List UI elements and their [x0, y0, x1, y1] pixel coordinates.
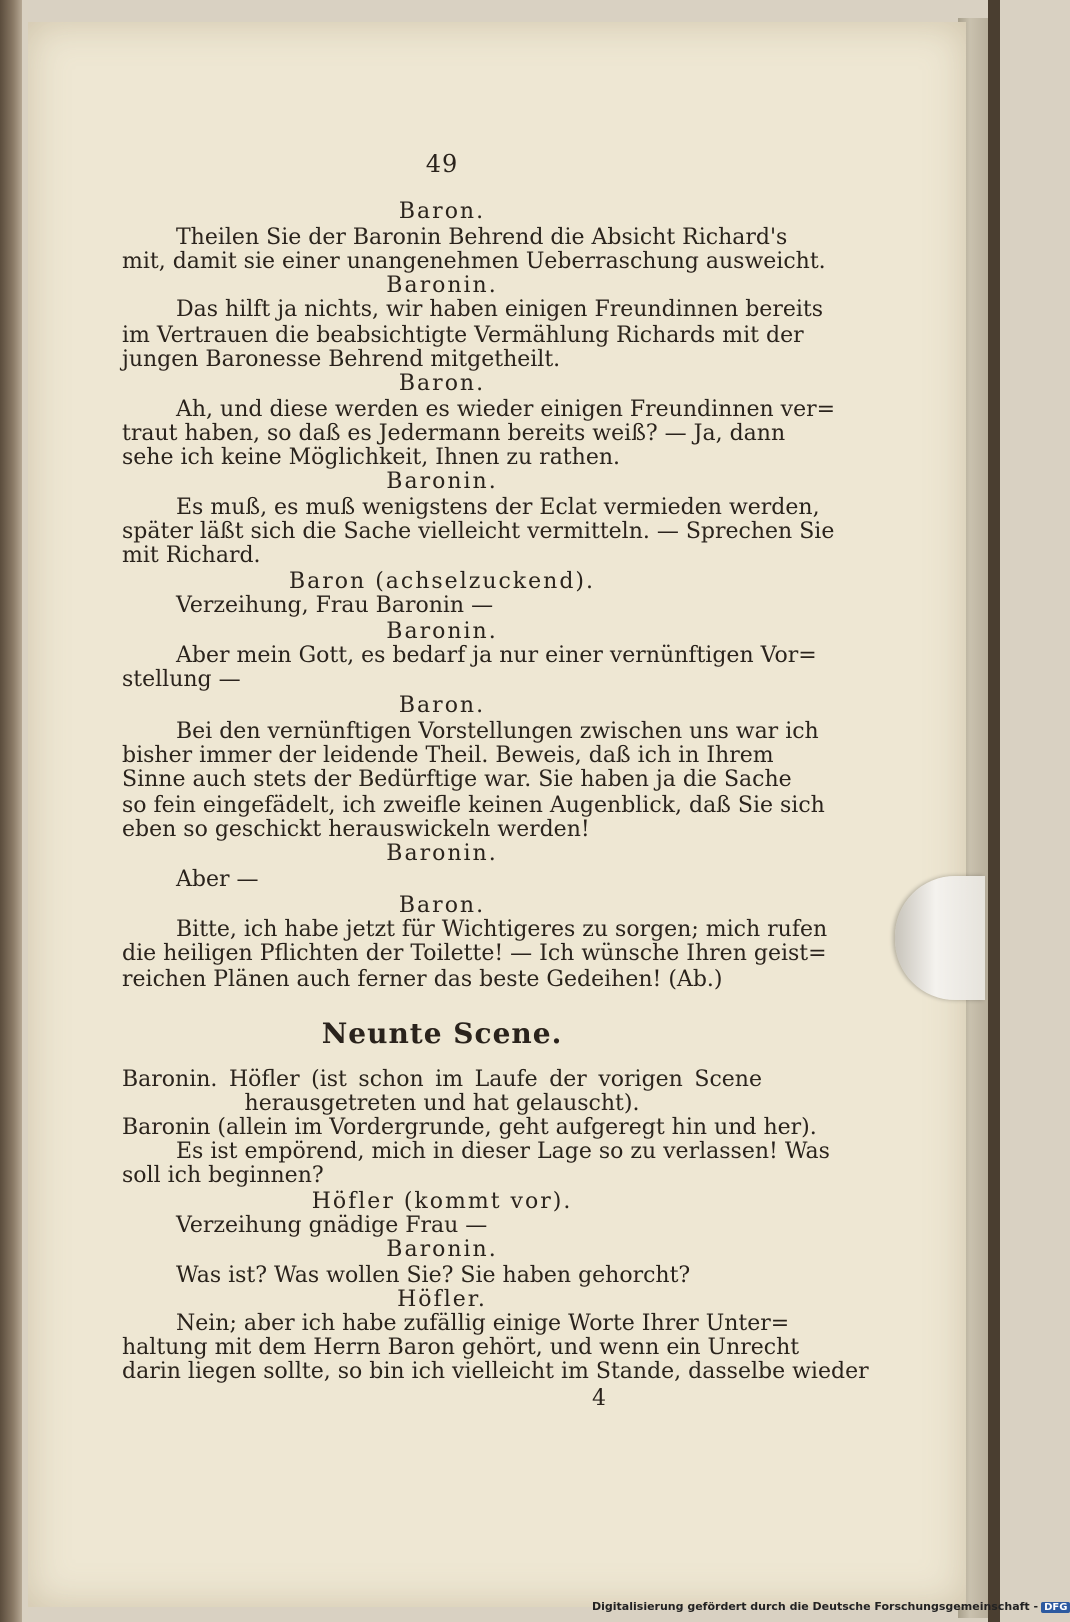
left-page-edge — [0, 0, 22, 1622]
text-line: Bei den vernünftigen Vorstellungen zwischen uns war ich — [176, 719, 819, 744]
speaker-label: Baron. — [398, 693, 486, 718]
digitization-credit — [592, 1600, 1070, 1613]
speaker-label: Baron. — [398, 199, 486, 224]
text-line: traut haben, so daß es Jedermann bereits weiß? — Ja, dann — [122, 421, 786, 446]
text-line: so fein eingefädelt, ich zweifle keinen Augenblick, daß Sie sich — [122, 793, 825, 818]
speaker-label: Baron. — [398, 893, 486, 918]
text-line: Es ist empörend, mich in dieser Lage so zu verlassen! Was — [176, 1139, 830, 1164]
text-line: Was ist? Was wollen Sie? Sie haben gehorcht? — [176, 1263, 691, 1288]
dfg-logo: DFG — [1041, 1602, 1070, 1613]
text-line: mit Richard. — [122, 543, 261, 568]
text-line: mit, damit sie einer unangenehmen Ueberraschung ausweicht. — [122, 249, 826, 274]
text-line: darin liegen sollte, so bin ich vielleicht im Stande, dasselbe wieder — [122, 1359, 869, 1384]
stage-direction: herausgetreten und hat gelauscht). — [244, 1091, 640, 1116]
signature-mark: 4 — [592, 1386, 606, 1411]
text-line: Theilen Sie der Baronin Behrend die Absicht Richard's — [176, 225, 788, 250]
text-line: Verzeihung, Frau Baronin — — [176, 593, 494, 618]
speaker-label: Höfler (kommt vor). — [311, 1189, 573, 1214]
speaker-label: Baronin. — [386, 273, 498, 298]
text-line: Aber mein Gott, es bedarf ja nur einer vernünftigen Vor= — [176, 643, 817, 668]
text-line: Es muß, es muß wenigstens der Eclat vermieden werden, — [176, 495, 820, 520]
credit-text: Digitalisierung gefördert durch die Deutsche Forschungsgemeinschaft - — [592, 1600, 1039, 1613]
right-background — [988, 0, 1000, 1622]
text-line: soll ich beginnen? — [122, 1163, 324, 1188]
text-line: Sinne auch stets der Bedürftige war. Sie haben ja die Sache — [122, 767, 792, 792]
stage-direction: Baronin (allein im Vordergrunde, geht aufgeregt hin und her). — [122, 1115, 817, 1140]
text-line: Nein; aber ich habe zufällig einige Worte Ihrer Unter= — [176, 1311, 790, 1336]
text-line: Bitte, ich habe jetzt für Wichtigeres zu sorgen; mich rufen — [176, 917, 828, 942]
speaker-label: Baron. — [398, 371, 486, 396]
speaker-label: Baronin. — [386, 841, 498, 866]
text-line: im Vertrauen die beabsichtigte Vermählung Richards mit der — [122, 323, 804, 348]
text-line: sehe ich keine Möglichkeit, Ihnen zu rathen. — [122, 445, 620, 470]
scene-heading: Neunte Scene. — [321, 1017, 563, 1050]
page-number: 49 — [425, 150, 459, 178]
text-line: später läßt sich die Sache vielleicht vermitteln. — Sprechen Sie — [122, 519, 835, 544]
speaker-label: Baronin. — [386, 1237, 498, 1262]
text-line: die heiligen Pflichten der Toilette! — Ich wünsche Ihren geist= — [122, 941, 827, 966]
text-line: Ah, und diese werden es wieder einigen Freundinnen ver= — [176, 397, 836, 422]
speaker-label: Baronin. — [386, 469, 498, 494]
text-line: reichen Plänen auch ferner das beste Gedeihen! (Ab.) — [122, 967, 723, 992]
speaker-label: Höfler. — [397, 1287, 487, 1312]
text-line: eben so geschickt herauswickeln werden! — [122, 817, 590, 842]
text-line: bisher immer der leidende Theil. Beweis, daß ich in Ihrem — [122, 743, 774, 768]
speaker-label: Baron (achselzuckend). — [288, 569, 595, 594]
text-line: stellung — — [122, 667, 241, 692]
text-line: Aber — — [176, 867, 259, 892]
stage-direction: Baronin. Höfler (ist schon im Laufe der vorigen Scene — [122, 1067, 762, 1092]
speaker-label: Baronin. — [386, 619, 498, 644]
text-line: haltung mit dem Herrn Baron gehört, und wenn ein Unrecht — [122, 1335, 800, 1360]
text-line: Verzeihung gnädige Frau — — [176, 1213, 488, 1238]
text-line: jungen Baronesse Behrend mitgetheilt. — [122, 347, 561, 372]
text-line: Das hilft ja nichts, wir haben einigen Freundinnen bereits — [176, 297, 824, 322]
